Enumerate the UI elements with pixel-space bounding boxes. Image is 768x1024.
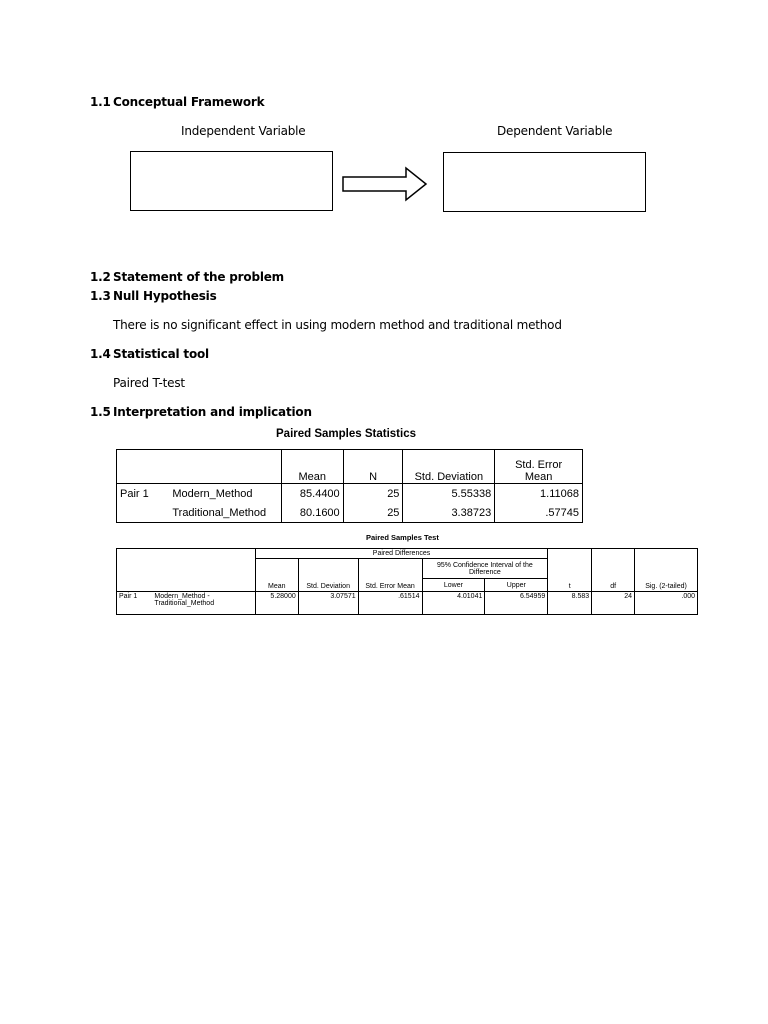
df-value: 24: [592, 592, 635, 615]
header-lower: Lower: [422, 579, 485, 592]
header-t: t: [548, 549, 592, 592]
header-df: df: [592, 549, 635, 592]
heading-null-hypothesis: 1.3 Null Hypothesis: [90, 289, 217, 303]
n-value: 25: [343, 484, 403, 504]
n-value: 25: [343, 503, 403, 523]
table-header-row: [117, 450, 583, 484]
lower-value: 4.01041: [422, 592, 485, 615]
variable-name: Traditional_Method: [169, 503, 281, 523]
table-row: [117, 484, 583, 504]
sd-value: 3.38723: [403, 503, 495, 523]
header-empty-cell: [117, 450, 282, 484]
header-upper: Upper: [485, 579, 548, 592]
table-row: [117, 592, 698, 615]
header-mean: Mean: [281, 450, 343, 484]
se-value: 1.11068: [495, 484, 583, 504]
header-std-deviation: Std. Deviation: [298, 559, 358, 592]
sd-value: 3.07571: [298, 592, 358, 615]
se-value: .61514: [358, 592, 422, 615]
upper-value: 6.54959: [485, 592, 548, 615]
sig-value: .000: [635, 592, 698, 615]
pair-label-empty: [117, 503, 170, 523]
sd-value: 5.55338: [403, 484, 495, 504]
paired-samples-test-caption: Paired Samples Test: [366, 533, 439, 542]
header-std-error-mean: Std. Error Mean: [495, 450, 583, 484]
header-n: N: [343, 450, 403, 484]
mean-value: 80.1600: [281, 503, 343, 523]
pair-name: Modern_Method - Traditional_Method: [152, 592, 255, 615]
header-mean: Mean: [255, 559, 298, 592]
header-empty-cell: [117, 549, 256, 592]
null-hypothesis-text: There is no significant effect in using modern method and traditional method: [113, 318, 562, 332]
independent-variable-box: [130, 151, 333, 211]
header-confidence-interval: 95% Confidence Interval of the Difference: [422, 559, 548, 579]
header-std-deviation: Std. Deviation: [403, 450, 495, 484]
heading-interpretation: 1.5 Interpretation and implication: [90, 405, 312, 419]
right-arrow-icon: [342, 166, 428, 202]
t-value: 8.583: [548, 592, 592, 615]
dependent-variable-box: [443, 152, 646, 212]
paired-samples-statistics-table: [116, 449, 583, 523]
variable-name: Modern_Method: [169, 484, 281, 504]
header-paired-differences: Paired Differences: [255, 549, 547, 559]
table-row: [117, 503, 583, 523]
pair-label: Pair 1: [117, 484, 170, 504]
paired-samples-statistics-caption: Paired Samples Statistics: [276, 428, 416, 440]
paired-samples-test-table: [116, 548, 698, 615]
mean-value: 5.28000: [255, 592, 298, 615]
heading-statistical-tool: 1.4 Statistical tool: [90, 347, 209, 361]
mean-value: 85.4400: [281, 484, 343, 504]
heading-conceptual-framework: 1.1 Conceptual Framework: [90, 95, 265, 109]
header-std-error-mean: Std. Error Mean: [358, 559, 422, 592]
heading-statement-of-problem: 1.2 Statement of the problem: [90, 270, 284, 284]
dependent-variable-label: Dependent Variable: [497, 124, 613, 138]
se-value: .57745: [495, 503, 583, 523]
statistical-tool-text: Paired T-test: [113, 376, 185, 390]
independent-variable-label: Independent Variable: [181, 124, 306, 138]
pair-label: Pair 1: [117, 592, 153, 615]
header-sig: Sig. (2-tailed): [635, 549, 698, 592]
table-header-row: [117, 549, 698, 559]
